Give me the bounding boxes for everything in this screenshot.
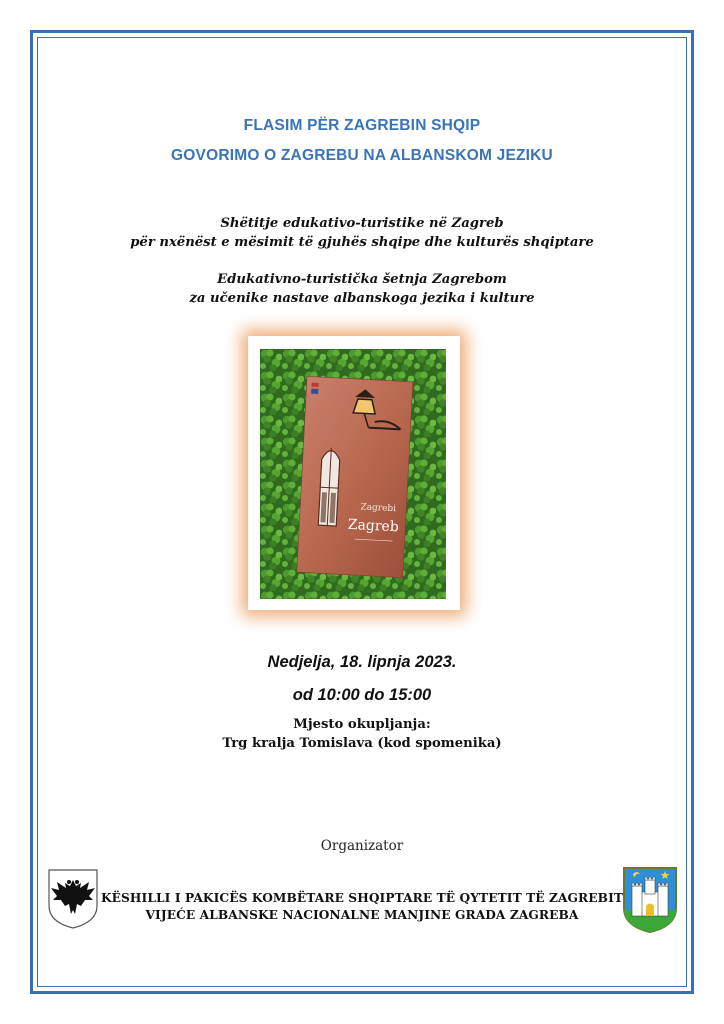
subtitle-albanian-line2: për nxënëst e mësimit të gjuhës shqipe dhe kulturës shqiptare [130,235,594,250]
event-time: od 10:00 do 15:00 [292,686,432,704]
council-name-albanian: KËSHILLI I PAKICËS KOMBËTARE SHQIPTARE TË QYTETIT TË ZAGREBIT [100,891,624,905]
event-date: Nedjelja, 18. lipnja 2023. [267,653,457,671]
book-title: Zagreb [347,516,400,536]
book-photo-frame [248,336,460,610]
title-croatian: GOVORIMO O ZAGREBU NA ALBANSKOM JEZIKU [171,147,553,164]
title-albanian: FLASIM PËR ZAGREBIN SHQIP [243,117,481,134]
subtitle-croatian-line2: za učenike nastave albanskoga jezika i kulture [189,291,535,306]
council-name-croatian: VIJEĆE ALBANSKE NACIONALNE MANJINE GRADA ZAGREBA [145,908,579,922]
subtitle-croatian-line1: Edukativno-turistička šetnja Zagrebom [217,272,507,287]
organizer-label: Organizator [320,838,404,854]
zagreb-coat-of-arms-icon [622,866,678,934]
book-title-albanian: Zagrebi [360,502,397,515]
meeting-place: Trg kralja Tomislava (kod spomenika) [222,736,502,751]
meeting-label: Mjesto okupljanja: [293,717,431,732]
book-on-clover-photo [260,349,446,599]
subtitle-albanian-line1: Shëtitje edukativo-turistike në Zagreb [220,216,504,231]
